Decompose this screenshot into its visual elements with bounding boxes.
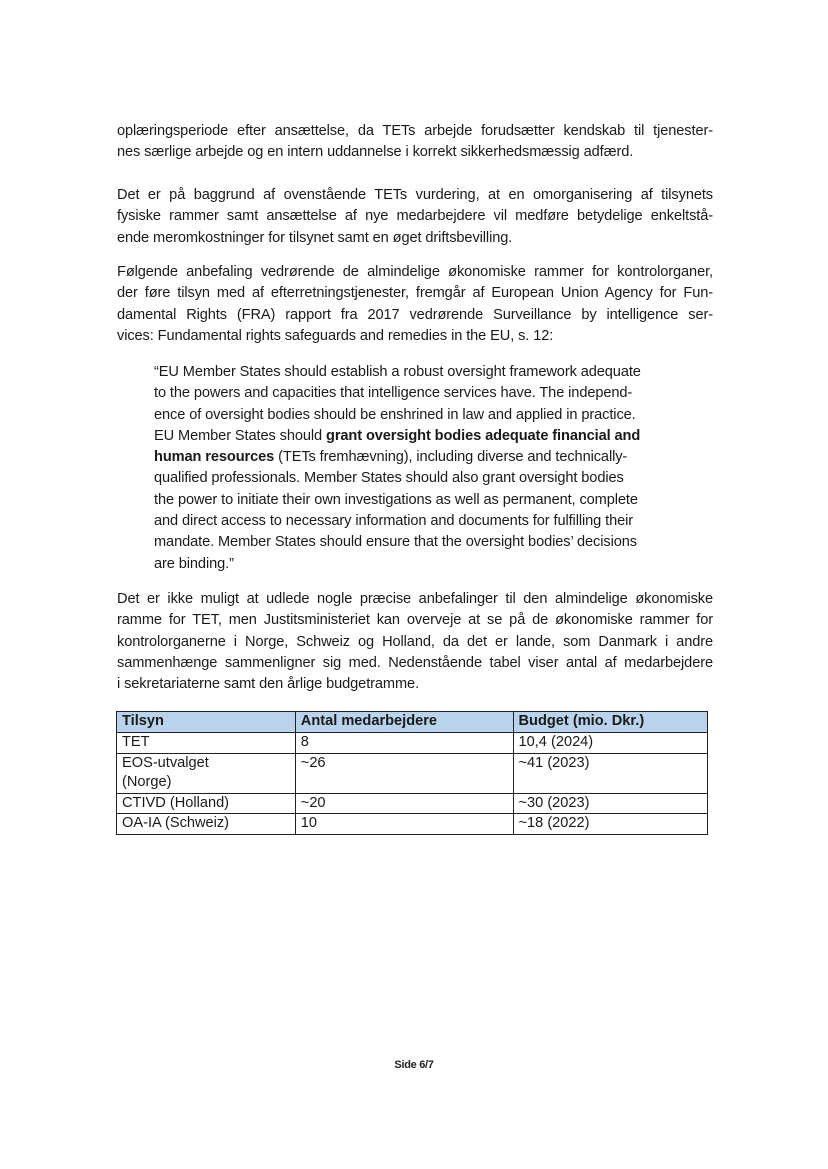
quote-emphasis: human resources (154, 449, 275, 466)
cell-text: (Norge) (122, 774, 172, 790)
table-cell: 10 (295, 814, 513, 835)
table-row (117, 793, 708, 814)
text-line: nes særlige arbejde og en intern uddannelse i korrekt sikkerhedsmæssig adfærd. (117, 144, 634, 161)
quote-text: EU Member States should (154, 427, 326, 444)
quote-line: “EU Member States should establish a robust oversight framework adequate (154, 364, 641, 380)
table-cell: CTIVD (Holland) (117, 793, 296, 814)
quote-line (154, 447, 670, 468)
column-header: Budget (mio. Dkr.) (513, 712, 707, 733)
oversight-budget-table (116, 711, 708, 835)
page-number: Side 6/7 (394, 1059, 434, 1071)
table-cell: ~41 (2023) (513, 753, 707, 793)
quote-line: are binding.” (154, 555, 234, 572)
quote-text: (TETs fremhævning), including diverse and technically- (274, 449, 628, 466)
quote-emphasis: grant oversight bodies adequate financial and (326, 427, 641, 444)
quote-line: qualified professionals. Member States should also grant oversight bodies (154, 470, 624, 487)
quote-line: to the powers and capacities that intelligence services have. The independ- (154, 385, 633, 402)
table-cell: ~26 (295, 753, 513, 793)
table-cell: ~20 (295, 793, 513, 814)
table-cell: ~18 (2022) (513, 814, 707, 835)
quote-line: and direct access to necessary information and documents for fulfilling their (154, 513, 634, 530)
table-cell: TET (117, 733, 296, 754)
table-row (117, 733, 708, 754)
block-quote (154, 362, 670, 575)
table-cell: 8 (295, 733, 513, 754)
text-line: oplæringsperiode efter ansættelse, da TETs arbejde forudsætter kendskab til tjenester- (117, 123, 713, 139)
text-line: damental Rights (FRA) rapport fra 2017 vedrørende Surveillance by intelligence ser- (117, 306, 713, 323)
table-cell: 10,4 (2024) (513, 733, 707, 754)
cell-text: EOS-utvalget (122, 754, 209, 771)
text-line: i sekretariaterne samt den årlige budgetramme. (117, 676, 420, 693)
column-header: Tilsyn (117, 712, 296, 733)
table-header-row (117, 712, 708, 733)
quote-line (154, 426, 670, 447)
paragraph-2 (117, 185, 713, 249)
paragraph-1 (117, 121, 713, 164)
text-line: Det er på baggrund af ovenstående TETs vurdering, at en omorganisering af tilsynets (117, 187, 713, 203)
table-cell: OA-IA (Schweiz) (117, 814, 296, 835)
table-row (117, 814, 708, 835)
text-line: fysiske rammer samt ansættelse af nye medarbejdere vil medføre betydelige enkeltstå- (117, 208, 713, 225)
table-row (117, 753, 708, 793)
table-cell (117, 753, 296, 793)
paragraph-4 (117, 589, 713, 695)
table-cell: ~30 (2023) (513, 793, 707, 814)
text-line: der føre tilsyn med af efterretningstjenester, fremgår af European Union Agency for Fun- (117, 285, 713, 302)
text-line: ramme for TET, men Justitsministeriet kan overveje at se på de økonomiske rammer for (117, 612, 713, 629)
text-line: kontrolorganerne i Norge, Schweiz og Holland, da det er lande, som Danmark i andre (117, 633, 713, 650)
text-line: Følgende anbefaling vedrørende de almindelige økonomiske rammer for kontrolorganer, (117, 264, 713, 280)
quote-line: the power to initiate their own investigations as well as permanent, complete (154, 491, 638, 508)
quote-line: mandate. Member States should ensure that the oversight bodies’ decisions (154, 534, 637, 551)
text-line: Det er ikke muligt at udlede nogle præcise anbefalinger til den almindelige økonomiske (117, 591, 713, 607)
text-line: vices: Fundamental rights safeguards and remedies in the EU, s. 12: (117, 327, 554, 344)
quote-line: ence of oversight bodies should be enshrined in law and applied in practice. (154, 406, 636, 423)
column-header: Antal medarbejdere (295, 712, 513, 733)
paragraph-3 (117, 262, 713, 347)
text-line: ende meromkostninger for tilsynet samt en øget driftsbevilling. (117, 229, 513, 246)
text-line: sammenhænge sammenligner sig med. Nedenstående tabel viser antal af medarbejdere (117, 654, 713, 671)
